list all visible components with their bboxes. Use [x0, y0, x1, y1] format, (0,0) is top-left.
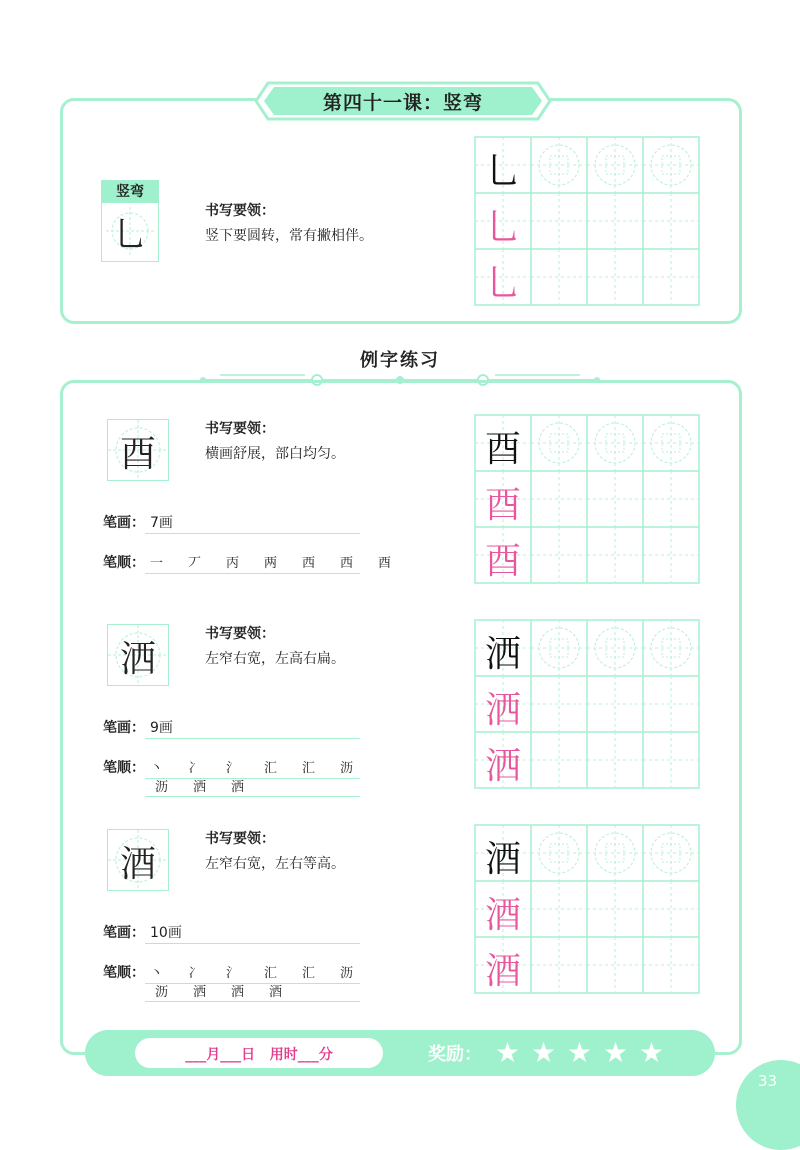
stroke-order-step: 氵	[226, 761, 240, 776]
stroke-order-step: 丙	[226, 556, 240, 571]
stroke-order-step: 酉	[378, 556, 392, 571]
example-tips-text: 左窄右宽，左右等高。	[205, 856, 345, 872]
model-char: 酉	[484, 429, 521, 470]
date-text: ___月___日 用时___分	[185, 1047, 333, 1063]
example-tips-label: 书写要领：	[205, 626, 275, 642]
stroke-count-value: 9画	[150, 720, 173, 736]
stroke-order-step: 丶	[150, 761, 164, 776]
example-tips-label: 书写要领：	[205, 831, 275, 847]
reward-star-icon[interactable]: ★	[639, 1036, 665, 1069]
stroke-order-step: 冫	[188, 761, 202, 776]
stroke-order-step: 丆	[188, 556, 202, 571]
stroke-order-step: 洒	[231, 985, 245, 1000]
reward-star-icon[interactable]: ★	[531, 1036, 557, 1069]
date-pill[interactable]	[135, 1038, 383, 1068]
stroke-order-step: 一	[150, 556, 164, 571]
stroke-glyph: 乚	[113, 215, 147, 255]
trace-char: 乚	[484, 263, 521, 304]
trace-char: 洒	[484, 746, 521, 787]
lesson-tips-label: 书写要领：	[205, 203, 275, 219]
stroke-order-step: 沥	[340, 966, 354, 981]
stroke-order-label: 笔顺：	[103, 555, 145, 571]
example-char: 洒	[119, 639, 156, 680]
model-char: 乚	[484, 151, 521, 192]
stroke-order-step: 冫	[188, 966, 202, 981]
stroke-order-step: 汇	[264, 966, 278, 981]
stroke-order-label: 笔顺：	[103, 965, 145, 981]
reward-star-icon[interactable]: ★	[567, 1036, 593, 1069]
stroke-order-step: 汇	[302, 966, 316, 981]
stroke-count-label: 笔画：	[103, 925, 145, 941]
example-tips-text: 横画舒展，部白均匀。	[205, 446, 345, 462]
trace-char: 酒	[484, 895, 521, 936]
trace-char: 酒	[484, 951, 521, 992]
stroke-order-step: 氵	[226, 966, 240, 981]
trace-char: 酉	[484, 541, 521, 582]
section-title: 例字练习	[360, 350, 440, 371]
stroke-order-step: 两	[264, 556, 278, 571]
lesson-title: 第四十一课：竖弯	[322, 92, 483, 114]
reward-star-icon[interactable]: ★	[603, 1036, 629, 1069]
model-char: 洒	[484, 634, 521, 675]
model-char: 酒	[484, 839, 521, 880]
stroke-name: 竖弯	[102, 181, 158, 203]
stroke-order-step: 酒	[269, 985, 283, 1000]
trace-char: 洒	[484, 690, 521, 731]
reward-star-icon[interactable]: ★	[495, 1036, 521, 1069]
stroke-order-step: 西	[302, 556, 316, 571]
stroke-order-step: 丶	[150, 966, 164, 981]
stroke-order-step: 西	[340, 556, 354, 571]
stroke-order-step: 沥	[155, 780, 169, 795]
example-tips-label: 书写要领：	[205, 421, 275, 437]
example-char: 酉	[119, 434, 156, 475]
stroke-order-step: 洒	[193, 780, 207, 795]
stroke-order-step: 沥	[340, 761, 354, 776]
stroke-order-label: 笔顺：	[103, 760, 145, 776]
example-char: 酒	[119, 844, 156, 885]
page-number: 33	[758, 1072, 778, 1090]
stroke-count-value: 10画	[150, 925, 182, 941]
stroke-order-step: 洒	[193, 985, 207, 1000]
stroke-count-label: 笔画：	[103, 720, 145, 736]
stroke-order-step: 汇	[302, 761, 316, 776]
stroke-order-step: 汇	[264, 761, 278, 776]
trace-char: 酉	[484, 485, 521, 526]
stroke-count-label: 笔画：	[103, 515, 145, 531]
lesson-tips-text: 竖下要圆转，常有撇相伴。	[205, 228, 373, 244]
stroke-order-step: 洒	[231, 780, 245, 795]
trace-char: 乚	[484, 207, 521, 248]
example-tips-text: 左窄右宽，左高右扁。	[205, 651, 345, 667]
reward-label: 奖励：	[428, 1044, 482, 1065]
stroke-count-value: 7画	[150, 515, 173, 531]
stroke-order-step: 沥	[155, 985, 169, 1000]
